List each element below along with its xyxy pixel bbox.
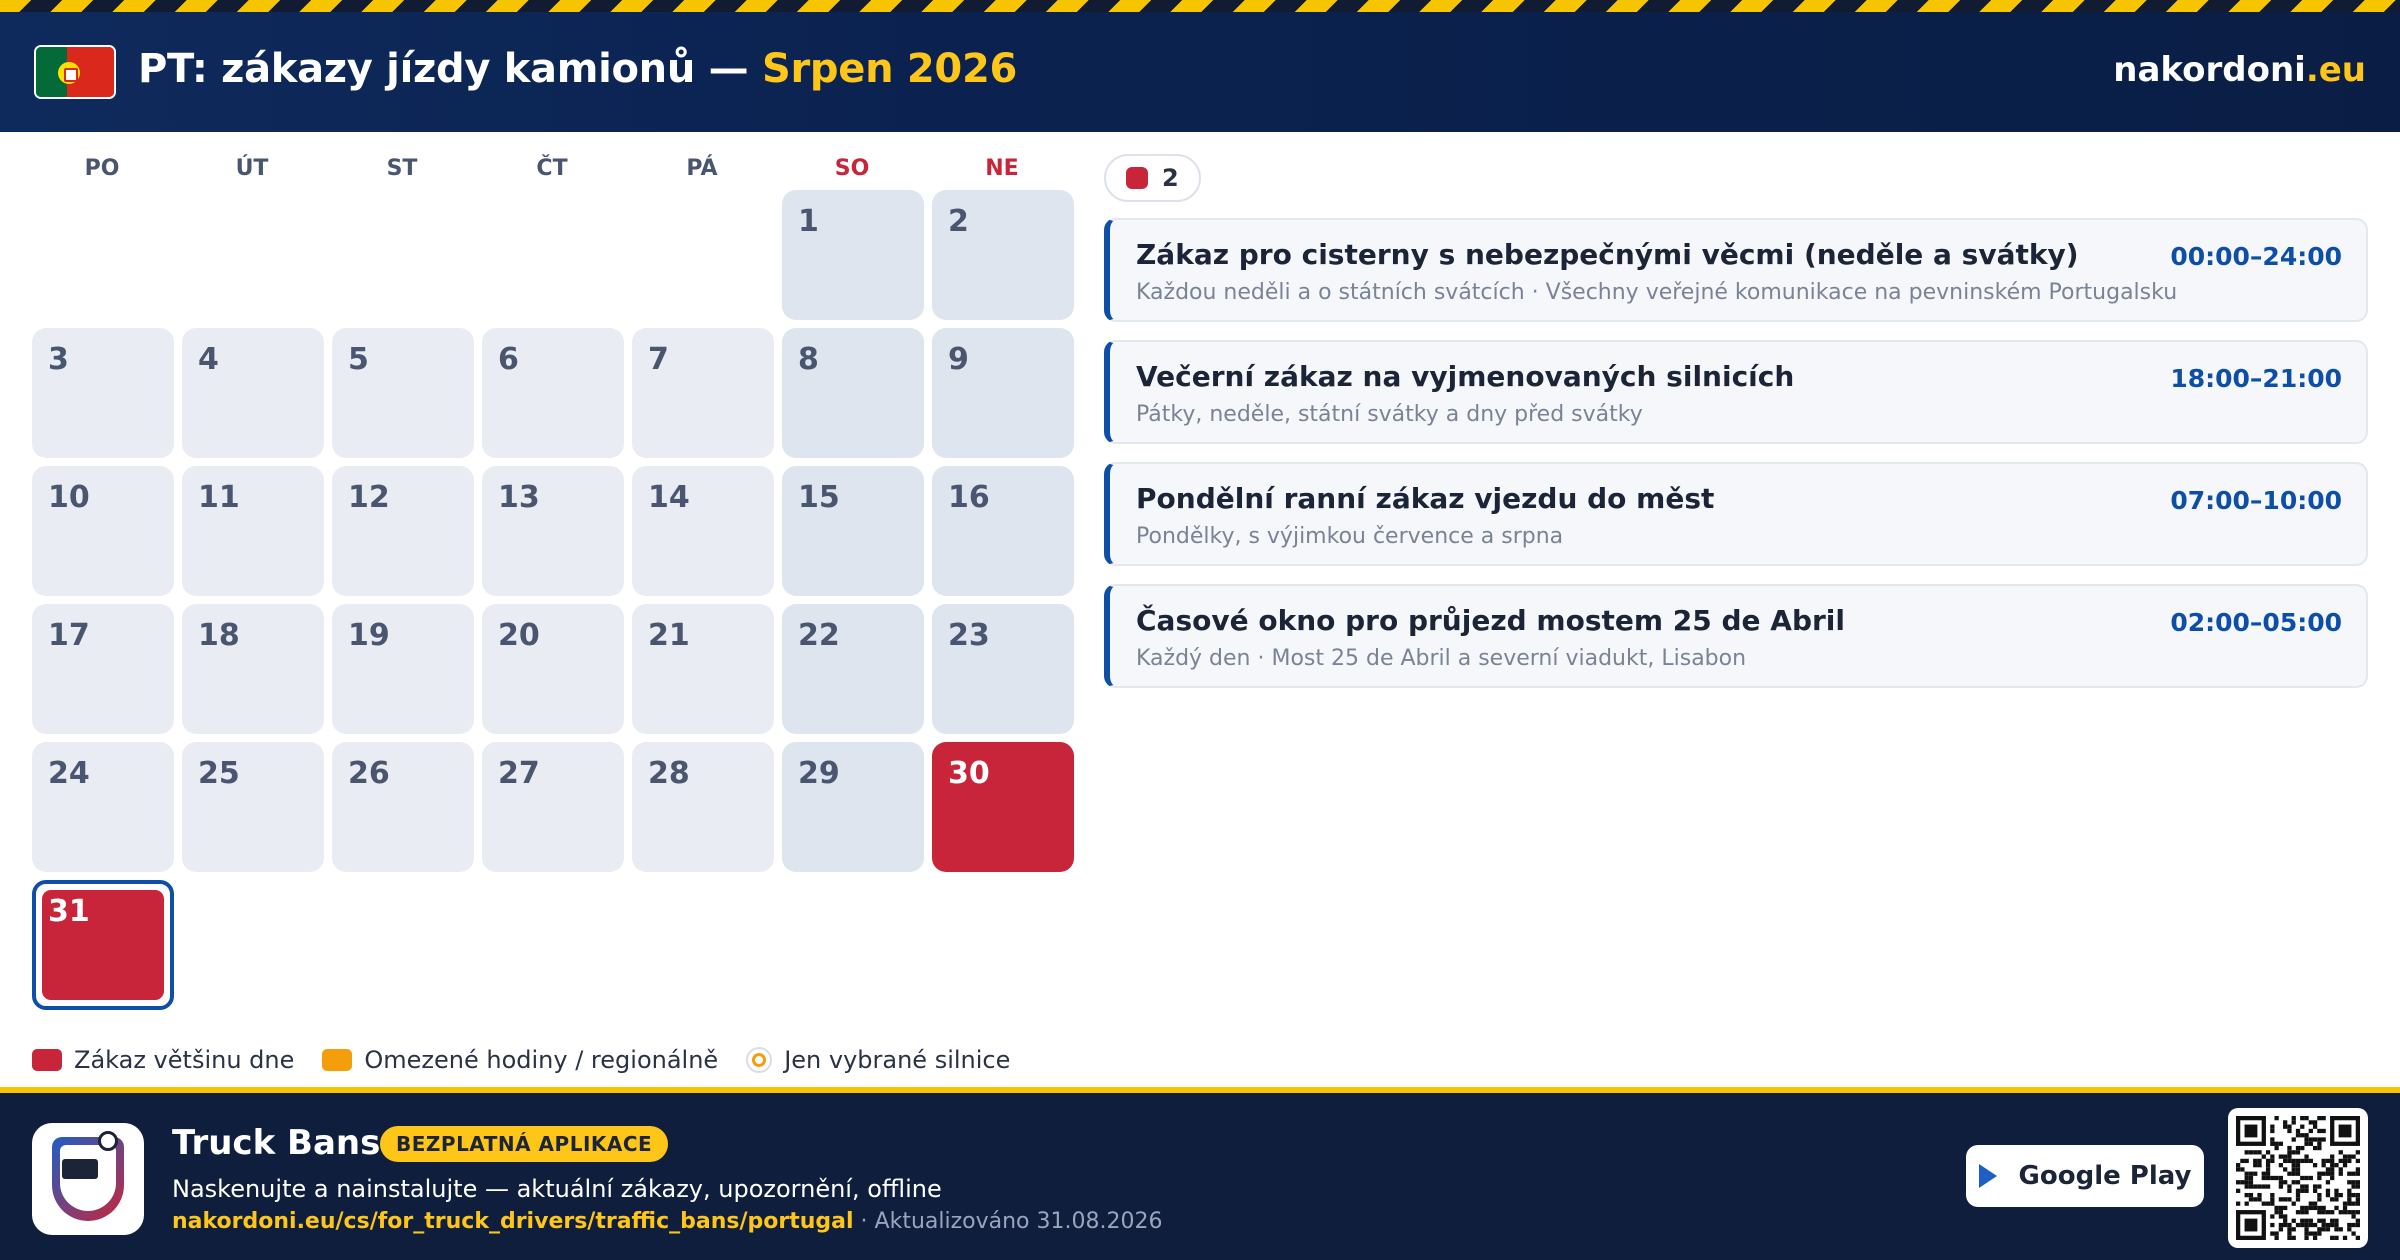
weekday-header: ČT xyxy=(536,156,568,181)
calendar-day[interactable] xyxy=(632,328,774,458)
legend-swatch-limited xyxy=(322,1049,352,1071)
calendar-day[interactable] xyxy=(182,328,324,458)
calendar-day[interactable] xyxy=(932,604,1074,734)
legend-label-roads: Jen vybrané silnice xyxy=(784,1046,1011,1074)
weekday-header: SO xyxy=(834,156,870,181)
calendar-day[interactable] xyxy=(332,742,474,872)
brand-name: nakordoni xyxy=(2113,50,2306,90)
calendar-day[interactable] xyxy=(332,466,474,596)
calendar-day[interactable] xyxy=(32,466,174,596)
day-number: 28 xyxy=(648,756,690,791)
calendar-day[interactable] xyxy=(632,742,774,872)
legend-item-ban xyxy=(32,1046,294,1074)
calendar-day[interactable] xyxy=(32,328,174,458)
calendar-day[interactable] xyxy=(932,328,1074,458)
google-play-icon xyxy=(1979,1164,1997,1188)
day-number: 21 xyxy=(648,618,690,653)
app-tagline: Naskenujte a nainstalujte — aktuální zákazy, upozornění, offline xyxy=(172,1175,942,1203)
day-number: 15 xyxy=(798,480,840,515)
day-number: 16 xyxy=(948,480,990,515)
rule-subtitle: Každou neděli a o státních svátcích · Všechny veřejné komunikace na pevninském Portugalsku xyxy=(1136,280,2178,305)
rule-title: Večerní zákaz na vyjmenovaných silnicích xyxy=(1136,360,1795,393)
rule-title: Zákaz pro cisterny s nebezpečnými věcmi (neděle a svátky) xyxy=(1136,238,2079,271)
day-number: 20 xyxy=(498,618,540,653)
weekday-header: NE xyxy=(985,156,1019,181)
day-number: 10 xyxy=(48,480,90,515)
day-number: 31 xyxy=(48,894,90,929)
day-number: 6 xyxy=(498,342,519,377)
calendar-day[interactable] xyxy=(332,328,474,458)
rule-subtitle: Každý den · Most 25 de Abril a severní viadukt, Lisabon xyxy=(1136,646,1747,671)
title-prefix: PT: zákazy jízdy kamionů — xyxy=(138,46,762,92)
day-number: 2 xyxy=(948,204,969,239)
rule-card[interactable] xyxy=(1104,462,2368,566)
day-number: 12 xyxy=(348,480,390,515)
day-number: 19 xyxy=(348,618,390,653)
calendar-day[interactable] xyxy=(182,742,324,872)
calendar-day[interactable] xyxy=(482,466,624,596)
calendar-day[interactable] xyxy=(32,742,174,872)
rule-counter-badge xyxy=(1104,154,1201,202)
day-number: 1 xyxy=(798,204,819,239)
day-number: 22 xyxy=(798,618,840,653)
qr-code-icon xyxy=(2228,1108,2368,1248)
calendar-day[interactable] xyxy=(782,190,924,320)
day-number: 14 xyxy=(648,480,690,515)
brand-tld: .eu xyxy=(2305,50,2366,90)
portugal-flag-icon xyxy=(34,45,116,99)
day-number: 29 xyxy=(798,756,840,791)
calendar-day[interactable] xyxy=(182,466,324,596)
rule-card[interactable] xyxy=(1104,584,2368,688)
legend-swatch-roads xyxy=(746,1047,772,1073)
day-number: 25 xyxy=(198,756,240,791)
legend-label-ban: Zákaz většinu dne xyxy=(74,1046,295,1074)
day-number: 9 xyxy=(948,342,969,377)
day-number: 24 xyxy=(48,756,90,791)
calendar-day[interactable] xyxy=(32,880,174,1010)
counter-dot-icon xyxy=(1126,167,1148,189)
day-number: 8 xyxy=(798,342,819,377)
brand-logo[interactable] xyxy=(2113,50,2366,90)
rule-subtitle: Pondělky, s výjimkou července a srpna xyxy=(1136,524,1564,549)
weekday-header: ÚT xyxy=(235,156,269,181)
title-month: Srpen 2026 xyxy=(762,46,1018,92)
day-number: 18 xyxy=(198,618,240,653)
weekday-header: PO xyxy=(84,156,120,181)
calendar-day[interactable] xyxy=(632,466,774,596)
hazard-stripe xyxy=(0,0,2400,12)
rule-time: 00:00–24:00 xyxy=(2170,242,2342,271)
day-number: 4 xyxy=(198,342,219,377)
calendar-day[interactable] xyxy=(632,604,774,734)
calendar-day[interactable] xyxy=(482,742,624,872)
legend-item-limited xyxy=(322,1046,718,1074)
calendar-day[interactable] xyxy=(932,466,1074,596)
calendar-day[interactable] xyxy=(782,604,924,734)
legend xyxy=(32,1046,1038,1074)
truck-bans-app-icon[interactable] xyxy=(32,1123,144,1235)
footer xyxy=(0,1093,2400,1260)
weekday-header: PÁ xyxy=(686,156,718,181)
app-name: Truck Bans xyxy=(172,1123,381,1163)
day-number: 11 xyxy=(198,480,240,515)
calendar-day[interactable] xyxy=(482,328,624,458)
day-number: 3 xyxy=(48,342,69,377)
weekday-header: ST xyxy=(386,156,418,181)
day-number: 23 xyxy=(948,618,990,653)
rule-title: Časové okno pro průjezd mostem 25 de Abril xyxy=(1136,604,1845,637)
rule-card[interactable] xyxy=(1104,340,2368,444)
calendar-day[interactable] xyxy=(482,604,624,734)
legend-swatch-ban xyxy=(32,1049,62,1071)
legend-label-limited: Omezené hodiny / regionálně xyxy=(364,1046,719,1074)
calendar-day[interactable] xyxy=(182,604,324,734)
rule-card[interactable] xyxy=(1104,218,2368,322)
calendar-day[interactable] xyxy=(782,742,924,872)
rule-time: 02:00–05:00 xyxy=(2170,608,2342,637)
day-number: 27 xyxy=(498,756,540,791)
google-play-label: Google Play xyxy=(2018,1161,2192,1191)
rule-time: 07:00–10:00 xyxy=(2170,486,2342,515)
rule-title: Pondělní ranní zákaz vjezdu do měst xyxy=(1136,482,1715,515)
day-number: 13 xyxy=(498,480,540,515)
rule-time: 18:00–21:00 xyxy=(2170,364,2342,393)
app-url-link[interactable]: nakordoni.eu/cs/for_truck_drivers/traffic_bans/portugal xyxy=(172,1209,854,1234)
calendar-day[interactable] xyxy=(332,604,474,734)
google-play-button[interactable] xyxy=(1966,1145,2204,1207)
rule-count: 2 xyxy=(1162,164,1179,192)
day-number: 5 xyxy=(348,342,369,377)
footer-link-line xyxy=(172,1209,1162,1234)
day-number: 26 xyxy=(348,756,390,791)
legend-item-roads xyxy=(746,1046,1010,1074)
calendar-day[interactable] xyxy=(932,190,1074,320)
day-number: 7 xyxy=(648,342,669,377)
rule-subtitle: Pátky, neděle, státní svátky a dny před svátky xyxy=(1136,402,1643,427)
header xyxy=(0,12,2400,132)
calendar-day[interactable] xyxy=(932,742,1074,872)
updated-text: · Aktualizováno 31.08.2026 xyxy=(853,1209,1163,1234)
day-number: 30 xyxy=(948,756,990,791)
day-number: 17 xyxy=(48,618,90,653)
free-app-badge: BEZPLATNÁ APLIKACE xyxy=(380,1126,668,1162)
calendar-day[interactable] xyxy=(782,466,924,596)
calendar-day[interactable] xyxy=(782,328,924,458)
page-title xyxy=(138,46,1017,92)
calendar-day[interactable] xyxy=(32,604,174,734)
